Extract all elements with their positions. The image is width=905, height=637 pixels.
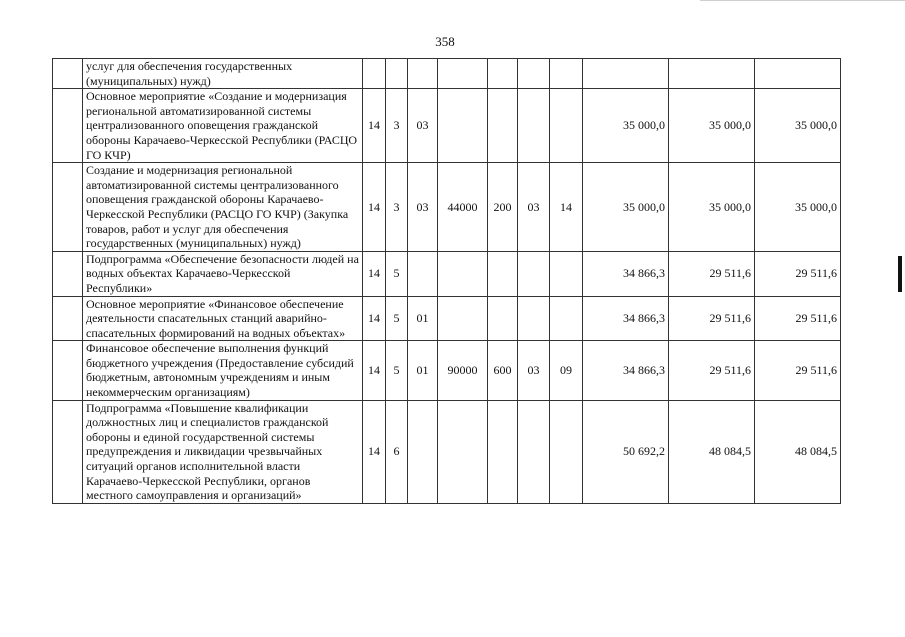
table-row <box>53 296 841 341</box>
table-row <box>53 400 841 503</box>
code-cell-6 <box>518 59 550 89</box>
code-cell-4: 44000 <box>438 163 488 252</box>
table-row <box>53 59 841 89</box>
code-cell-4 <box>438 400 488 503</box>
code-cell-3 <box>408 251 438 296</box>
amount-cell-2: 35 000,0 <box>669 163 755 252</box>
row-index-cell <box>53 163 83 252</box>
table-row <box>53 163 841 252</box>
code-cell-7 <box>550 89 583 163</box>
program-name-cell: услуг для обеспечения государственных (муниципальных) нужд) <box>83 59 363 89</box>
code-cell-7 <box>550 296 583 341</box>
code-cell-6: 03 <box>518 341 550 400</box>
amount-cell-3: 35 000,0 <box>755 89 841 163</box>
code-cell-1: 14 <box>363 341 386 400</box>
code-cell-7 <box>550 251 583 296</box>
row-index-cell <box>53 251 83 296</box>
code-cell-3: 03 <box>408 89 438 163</box>
code-cell-2: 5 <box>386 296 408 341</box>
scan-edge-line <box>700 0 905 1</box>
amount-cell-3 <box>755 59 841 89</box>
row-index-cell <box>53 59 83 89</box>
amount-cell-2: 48 084,5 <box>669 400 755 503</box>
amount-cell-2: 29 511,6 <box>669 251 755 296</box>
code-cell-2 <box>386 59 408 89</box>
amount-cell-3: 29 511,6 <box>755 251 841 296</box>
amount-cell-3: 48 084,5 <box>755 400 841 503</box>
amount-cell-1: 35 000,0 <box>583 163 669 252</box>
code-cell-1 <box>363 59 386 89</box>
code-cell-3: 03 <box>408 163 438 252</box>
page-number: 358 <box>435 34 455 49</box>
code-cell-2: 3 <box>386 89 408 163</box>
code-cell-3: 01 <box>408 341 438 400</box>
amount-cell-2 <box>669 59 755 89</box>
budget-table <box>52 58 841 504</box>
code-cell-3: 01 <box>408 296 438 341</box>
amount-cell-1: 34 866,3 <box>583 341 669 400</box>
amount-cell-1: 34 866,3 <box>583 251 669 296</box>
code-cell-5 <box>488 251 518 296</box>
code-cell-5 <box>488 400 518 503</box>
amount-cell-1: 34 866,3 <box>583 296 669 341</box>
code-cell-6: 03 <box>518 163 550 252</box>
code-cell-5: 600 <box>488 341 518 400</box>
row-index-cell <box>53 296 83 341</box>
code-cell-1: 14 <box>363 400 386 503</box>
code-cell-4: 90000 <box>438 341 488 400</box>
program-name-cell: Подпрограмма «Обеспечение безопасности людей на водных объектах Карачаево-Черкесской Республики» <box>83 251 363 296</box>
table-row <box>53 89 841 163</box>
code-cell-2: 6 <box>386 400 408 503</box>
table-row <box>53 251 841 296</box>
code-cell-3 <box>408 400 438 503</box>
row-index-cell <box>53 341 83 400</box>
amount-cell-2: 29 511,6 <box>669 296 755 341</box>
code-cell-4 <box>438 251 488 296</box>
program-name-cell: Финансовое обеспечение выполнения функций бюджетного учреждения (Предоставление субсидий бюджетным, автономным учреждениям и иным некоммерческим организациям) <box>83 341 363 400</box>
amount-cell-1 <box>583 59 669 89</box>
amount-cell-2: 29 511,6 <box>669 341 755 400</box>
code-cell-6 <box>518 89 550 163</box>
code-cell-2: 5 <box>386 251 408 296</box>
code-cell-1: 14 <box>363 163 386 252</box>
row-index-cell <box>53 400 83 503</box>
code-cell-4 <box>438 296 488 341</box>
code-cell-7: 09 <box>550 341 583 400</box>
code-cell-7: 14 <box>550 163 583 252</box>
amount-cell-3: 29 511,6 <box>755 341 841 400</box>
code-cell-2: 3 <box>386 163 408 252</box>
code-cell-1: 14 <box>363 89 386 163</box>
amount-cell-1: 35 000,0 <box>583 89 669 163</box>
amount-cell-3: 29 511,6 <box>755 296 841 341</box>
amount-cell-1: 50 692,2 <box>583 400 669 503</box>
code-cell-2: 5 <box>386 341 408 400</box>
code-cell-1: 14 <box>363 251 386 296</box>
scan-edge-mark <box>898 256 902 292</box>
code-cell-7 <box>550 400 583 503</box>
amount-cell-2: 35 000,0 <box>669 89 755 163</box>
code-cell-5 <box>488 296 518 341</box>
table-row <box>53 341 841 400</box>
program-name-cell: Основное мероприятие «Создание и модернизация региональной автоматизированной системы централизованного оповещения гражданской обороны Карачаево-Черкесской Республики (РАСЦО ГО КЧР) <box>83 89 363 163</box>
code-cell-4 <box>438 89 488 163</box>
amount-cell-3: 35 000,0 <box>755 163 841 252</box>
code-cell-3 <box>408 59 438 89</box>
code-cell-6 <box>518 400 550 503</box>
code-cell-6 <box>518 251 550 296</box>
program-name-cell: Подпрограмма «Повышение квалификации должностных лиц и специалистов гражданской обороны и единой государственной системы предупреждения и ликвидации чрезвычайных ситуаций органов исполнительной власти Карачаево-Черкесской Республики, органов местного самоуправления и организаций» <box>83 400 363 503</box>
code-cell-6 <box>518 296 550 341</box>
code-cell-4 <box>438 59 488 89</box>
code-cell-1: 14 <box>363 296 386 341</box>
code-cell-5 <box>488 89 518 163</box>
code-cell-5 <box>488 59 518 89</box>
row-index-cell <box>53 89 83 163</box>
program-name-cell: Основное мероприятие «Финансовое обеспечение деятельности спасательных станций аварийно-спасательных формирований на водных объектах» <box>83 296 363 341</box>
code-cell-5: 200 <box>488 163 518 252</box>
program-name-cell: Создание и модернизация региональной автоматизированной системы централизованного оповещения гражданской обороны Карачаево-Черкесской Республики (РАСЦО ГО КЧР) (Закупка товаров, работ и услуг для обеспечения государственных (муниципальных) нужд) <box>83 163 363 252</box>
code-cell-7 <box>550 59 583 89</box>
